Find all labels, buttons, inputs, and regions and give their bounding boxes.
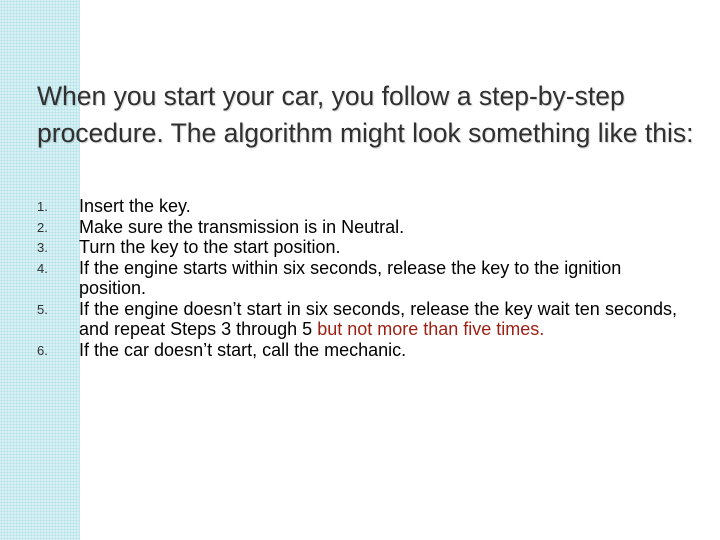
step-text-highlight: but not more than five times. bbox=[317, 319, 545, 339]
step-item-6 bbox=[37, 340, 677, 361]
step-item-3 bbox=[37, 237, 677, 258]
step-number: 5. bbox=[37, 301, 48, 317]
step-number: 3. bbox=[37, 240, 48, 255]
step-text: If the car doesn’t start, call the mechanic. bbox=[79, 339, 407, 360]
step-text-main: If the engine doesn’t start in six seconds, release the key wait ten seconds, and repeat Steps 3 through 5 bbox=[79, 298, 677, 339]
step-number: 6. bbox=[37, 342, 48, 358]
steps-list bbox=[37, 196, 677, 360]
step-item-1 bbox=[37, 196, 677, 217]
slide-title: When you start your car, you follow a step-by-step procedure. The algorithm might look something like this: bbox=[37, 81, 694, 148]
step-item-4 bbox=[37, 258, 677, 299]
step-text: Make sure the transmission is in Neutral. bbox=[79, 216, 405, 237]
step-item-2 bbox=[37, 217, 677, 238]
step-text: Insert the key. bbox=[79, 196, 191, 216]
step-item-5 bbox=[37, 299, 677, 340]
step-number: 4. bbox=[37, 260, 48, 276]
step-number: 2. bbox=[37, 219, 48, 235]
step-text: Turn the key to the start position. bbox=[79, 237, 341, 257]
step-number: 1. bbox=[37, 199, 48, 214]
step-text: If the engine starts within six seconds, release the key to the ignition position. bbox=[79, 257, 622, 298]
step-text bbox=[79, 299, 677, 340]
